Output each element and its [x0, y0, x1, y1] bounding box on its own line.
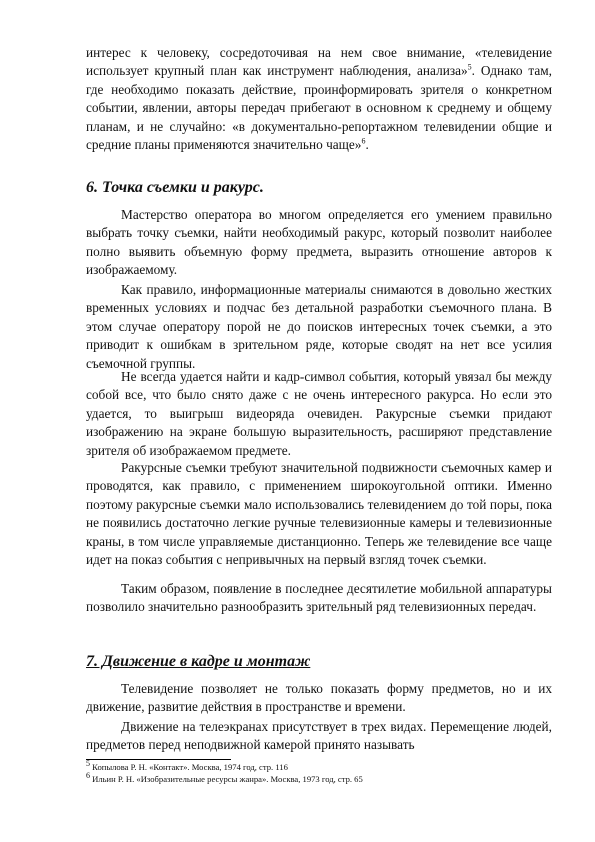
paragraph-7: Движение на телеэкранах присутствует в трех видах. Перемещение людей, предметов перед неподвижной камерой принято называть: [86, 719, 552, 753]
footnote-ref-6: 6: [361, 136, 366, 146]
footnote-number-5: 5: [86, 759, 90, 769]
paragraph-intro-text-b: . Однако там, где необходимо показать действие, проинформировать зрителя о конкретном событии, явлении, авторы передач прибегают в основном к среднему и общему планам, и не случайно: «в документально-репортажном телевидении общие и средние планы применяются значительно чаще»: [86, 63, 552, 153]
footnote-5: [86, 759, 552, 773]
section-heading-6: 6. Точка съемки и ракурс.: [86, 179, 264, 196]
paragraph-3: Не всегда удается найти и кадр-символ события, который увязал бы между собой все, что было снято даже с не очень интересного ракурса. Но если это удается, то выигрыш видеоряда очевиден. Ракурсные съемки придают изображению на экране большую выразительность, расширяют представление зрителя об изображаемом предмете.: [86, 369, 552, 458]
paragraph-6: Телевидение позволяет не только показать форму предметов, но и их движение, развитие действия в пространстве и времени.: [86, 681, 552, 715]
footnote-separator: [86, 759, 231, 760]
footnote-ref-5: 5: [467, 62, 472, 72]
footnote-text-6: Ильин Р. Н. «Изобразительные ресурсы жанра». Москва, 1973 год, стр. 65: [90, 774, 363, 784]
paragraph-4: Ракурсные съемки требуют значительной подвижности съемочных камер и проводятся, как правило, с применением широкоугольной оптики. Именно поэтому ракурсные съемки мало использовались телевидением до той поры, пока не появились достаточно легкие ручные телевизионные камеры и телевизионные краны, в том числе управляемые дистанционно. Теперь же телевидение все чаще идет на показ события с непривычных на первый взгляд точек съемки.: [86, 460, 552, 568]
footnote-6: [86, 771, 552, 785]
paragraph-intro: [86, 44, 552, 154]
paragraph-1: Мастерство оператора во многом определяется его умением правильно выбрать точку съемки, найти необходимый ракурс, который позволит наиболее полно выявить объемную форму предмета, выразить отношение авторов к изображаемому.: [86, 207, 552, 278]
paragraph-intro-text-a: интерес к человеку, сосредоточивая на нем свое внимание, «телевидение использует крупный план как инструмент наблюдения, анализа»: [86, 45, 552, 79]
paragraph-intro-text-c: .: [365, 137, 369, 153]
footnote-number-6: 6: [86, 771, 90, 781]
footnote-text-5: Копылова Р. Н. «Контакт». Москва, 1974 год, стр. 116: [90, 762, 288, 772]
paragraph-2: Как правило, информационные материалы снимаются в довольно жестких временных условиях и подчас без детальной разработки съемочного плана. В этом случае оператору порой не до поисков интересных точек съемки, а это приводит к ошибкам в зрительном ряде, которые сводят на нет все усилия съемочной группы.: [86, 282, 552, 371]
paragraph-5: Таким образом, появление в последнее десятилетие мобильной аппаратуры позволило значительно разнообразить зрительный ряд телевизионных передач.: [86, 581, 552, 615]
section-heading-7: 7. Движение в кадре и монтаж: [86, 653, 311, 670]
